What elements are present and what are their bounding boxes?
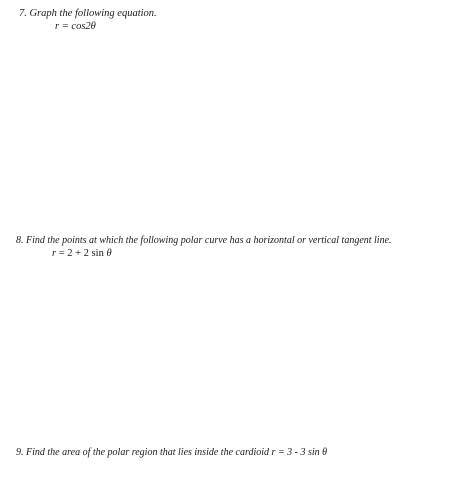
problem-8-prompt: 8. Find the points at which the following polar curve has a horizontal or vertical tangent line.: [16, 235, 392, 246]
problem-9: [0, 440, 474, 470]
problem-7-prompt: 7. Graph the following equation.: [19, 8, 157, 19]
problem-8-equation: [52, 248, 112, 260]
problem-8: [0, 228, 474, 268]
equation-theta: θ: [106, 248, 112, 259]
problem-7: [0, 0, 474, 40]
problem-9-prompt: 9. Find the area of the polar region that lies inside the cardioid r = 3 - 3 sin θ: [16, 447, 328, 458]
problem-7-equation: r = cos2θ: [55, 21, 96, 32]
equation-expression: = 2 + 2 sin: [56, 248, 107, 259]
equation-variable: r: [52, 248, 57, 259]
